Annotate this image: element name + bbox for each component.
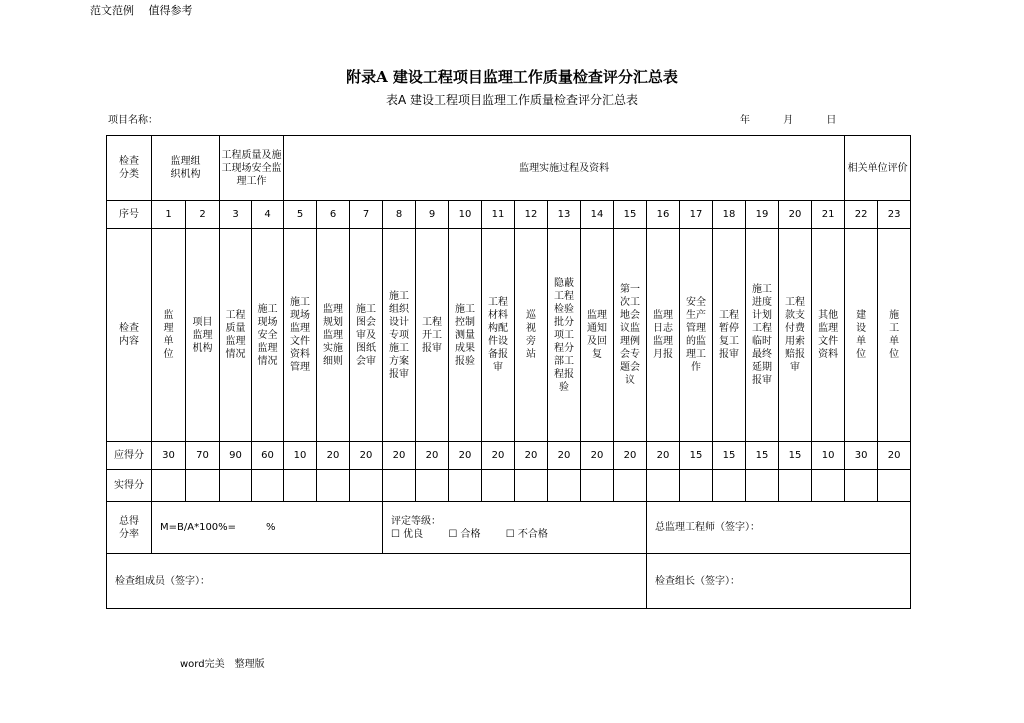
actual-score-cell[interactable]: [350, 470, 383, 502]
grade-option-fail[interactable]: ☐ 不合格: [505, 528, 548, 540]
year-label: 年: [740, 115, 750, 126]
actual-score-cell[interactable]: [812, 470, 845, 502]
check-item: 施工组织设计专项施工方案报审: [383, 229, 416, 442]
seq-number: 17: [680, 201, 713, 229]
actual-score-cell[interactable]: [581, 470, 614, 502]
actual-score-cell[interactable]: [220, 470, 252, 502]
chief-signature-cell: 总监理工程师（签字）：: [647, 502, 911, 554]
actual-score-cell[interactable]: [252, 470, 284, 502]
expected-score: 20: [350, 442, 383, 470]
expected-score: 20: [647, 442, 680, 470]
actual-score-cell[interactable]: [680, 470, 713, 502]
seq-number: 11: [482, 201, 515, 229]
category-org: 监理组织机构: [152, 136, 220, 201]
expected-score: 20: [317, 442, 350, 470]
expected-score: 70: [186, 442, 220, 470]
seq-number: 3: [220, 201, 252, 229]
grade-option-good[interactable]: ☐ 优良: [391, 528, 424, 540]
check-item: 工程质量监理情况: [220, 229, 252, 442]
date-labels: [740, 111, 836, 126]
content-row: [107, 229, 911, 442]
check-item: 施工现场监理文件资料管理: [284, 229, 317, 442]
actual-score-cell[interactable]: [186, 470, 220, 502]
expected-score: 30: [152, 442, 186, 470]
members-signature-cell: 检查组成员（签字）：: [107, 554, 647, 609]
check-item: 监理规划监理实施细则: [317, 229, 350, 442]
actual-score-cell[interactable]: [878, 470, 911, 502]
check-item: 工程开工报审: [416, 229, 449, 442]
expected-score: 20: [449, 442, 482, 470]
actual-score-cell[interactable]: [449, 470, 482, 502]
score-summary-table: [106, 135, 911, 609]
score-row: [107, 442, 911, 470]
month-label: 月: [783, 115, 794, 126]
expected-score: 20: [383, 442, 416, 470]
check-item: 监理单位: [152, 229, 186, 442]
seq-number: 15: [614, 201, 647, 229]
actual-score-cell[interactable]: [548, 470, 581, 502]
check-item: 施工控制测量成果报验: [449, 229, 482, 442]
expected-score: 20: [548, 442, 581, 470]
category-label-cell: 检查分类: [107, 136, 152, 201]
actual-score-cell[interactable]: [383, 470, 416, 502]
check-item: 施工现场安全监理情况: [252, 229, 284, 442]
seq-number: 7: [350, 201, 383, 229]
seq-number: 14: [581, 201, 614, 229]
actual-score-cell[interactable]: [482, 470, 515, 502]
category-evaluation: 相关单位评价: [845, 136, 911, 201]
actual-score-cell[interactable]: [713, 470, 746, 502]
check-item: 施工图会审及图纸会审: [350, 229, 383, 442]
seq-number: 18: [713, 201, 746, 229]
expected-score: 20: [482, 442, 515, 470]
footer-note: word完美 整理版: [180, 659, 265, 670]
check-item: 隐蔽工程检验批分项工程分部工程报验: [548, 229, 581, 442]
seq-number: 16: [647, 201, 680, 229]
content-label: 检查内容: [107, 229, 152, 442]
seq-number: 22: [845, 201, 878, 229]
expected-score: 90: [220, 442, 252, 470]
actual-score-cell[interactable]: [152, 470, 186, 502]
page-title: 附录A 建设工程项目监理工作质量检查评分汇总表: [346, 68, 678, 86]
signature-row: [107, 554, 911, 609]
seq-number: 1: [152, 201, 186, 229]
check-item: 其他监理文件资料: [812, 229, 845, 442]
actual-score-cell[interactable]: [647, 470, 680, 502]
expected-score: 10: [284, 442, 317, 470]
seq-number: 23: [878, 201, 911, 229]
grade-label: 评定等级：: [391, 515, 441, 527]
check-item: 监理通知及回复: [581, 229, 614, 442]
expected-score: 20: [581, 442, 614, 470]
seq-number: 6: [317, 201, 350, 229]
grade-options: [391, 528, 646, 541]
expected-score: 10: [812, 442, 845, 470]
check-item: 监理日志监理月报: [647, 229, 680, 442]
category-quality-safety: 工程质量及施工现场安全监理工作: [220, 136, 284, 201]
check-item: 第一次工地会议监理例会专题会议: [614, 229, 647, 442]
check-item: 施工单位: [878, 229, 911, 442]
header-note: 范文范例 值得参考: [90, 4, 193, 17]
expected-score: 20: [515, 442, 548, 470]
actual-score-cell[interactable]: [515, 470, 548, 502]
category-process: 监理实施过程及资料: [284, 136, 845, 201]
leader-signature-cell: 检查组长（签字）：: [647, 554, 911, 609]
expected-score: 30: [845, 442, 878, 470]
seq-number: 13: [548, 201, 581, 229]
check-item: 安全生产管理的监理工作: [680, 229, 713, 442]
total-label: 总得分率: [107, 502, 152, 554]
actual-score-cell[interactable]: [416, 470, 449, 502]
expected-score: 15: [779, 442, 812, 470]
day-label: 日: [826, 115, 837, 126]
seq-number: 12: [515, 201, 548, 229]
seq-number: 2: [186, 201, 220, 229]
formula-cell: M=B/A*100%= %: [152, 502, 383, 554]
expected-score: 15: [680, 442, 713, 470]
seq-number: 8: [383, 201, 416, 229]
actual-score-cell[interactable]: [746, 470, 779, 502]
actual-label: 实得分: [107, 470, 152, 502]
seq-row: [107, 201, 911, 229]
actual-score-cell[interactable]: [317, 470, 350, 502]
seq-number: 20: [779, 201, 812, 229]
expected-score: 20: [878, 442, 911, 470]
seq-number: 10: [449, 201, 482, 229]
grade-option-pass[interactable]: ☐ 合格: [448, 528, 481, 540]
check-item: 项目监理机构: [186, 229, 220, 442]
check-item: 工程材料构配件设备报审: [482, 229, 515, 442]
actual-score-cell[interactable]: [614, 470, 647, 502]
score-label: 应得分: [107, 442, 152, 470]
expected-score: 20: [416, 442, 449, 470]
check-item: 施工进度计划工程临时最终延期报审: [746, 229, 779, 442]
project-name-label: 项目名称：: [108, 115, 158, 126]
expected-score: 20: [614, 442, 647, 470]
seq-number: 19: [746, 201, 779, 229]
expected-score: 60: [252, 442, 284, 470]
page-subtitle: 表A 建设工程项目监理工作质量检查评分汇总表: [385, 93, 639, 107]
expected-score: 15: [713, 442, 746, 470]
seq-number: 4: [252, 201, 284, 229]
actual-score-cell[interactable]: [845, 470, 878, 502]
expected-score: 15: [746, 442, 779, 470]
seq-label: 序号: [107, 201, 152, 229]
check-item: 建设单位: [845, 229, 878, 442]
seq-number: 21: [812, 201, 845, 229]
total-row: [107, 502, 911, 554]
category-row: [107, 136, 911, 201]
check-item: 巡视旁站: [515, 229, 548, 442]
grade-cell: [383, 502, 647, 554]
actual-score-cell[interactable]: [284, 470, 317, 502]
seq-number: 9: [416, 201, 449, 229]
check-item: 工程款支付费用索赔报审: [779, 229, 812, 442]
actual-score-cell[interactable]: [779, 470, 812, 502]
check-item: 工程暂停复工报审: [713, 229, 746, 442]
actual-row: [107, 470, 911, 502]
seq-number: 5: [284, 201, 317, 229]
